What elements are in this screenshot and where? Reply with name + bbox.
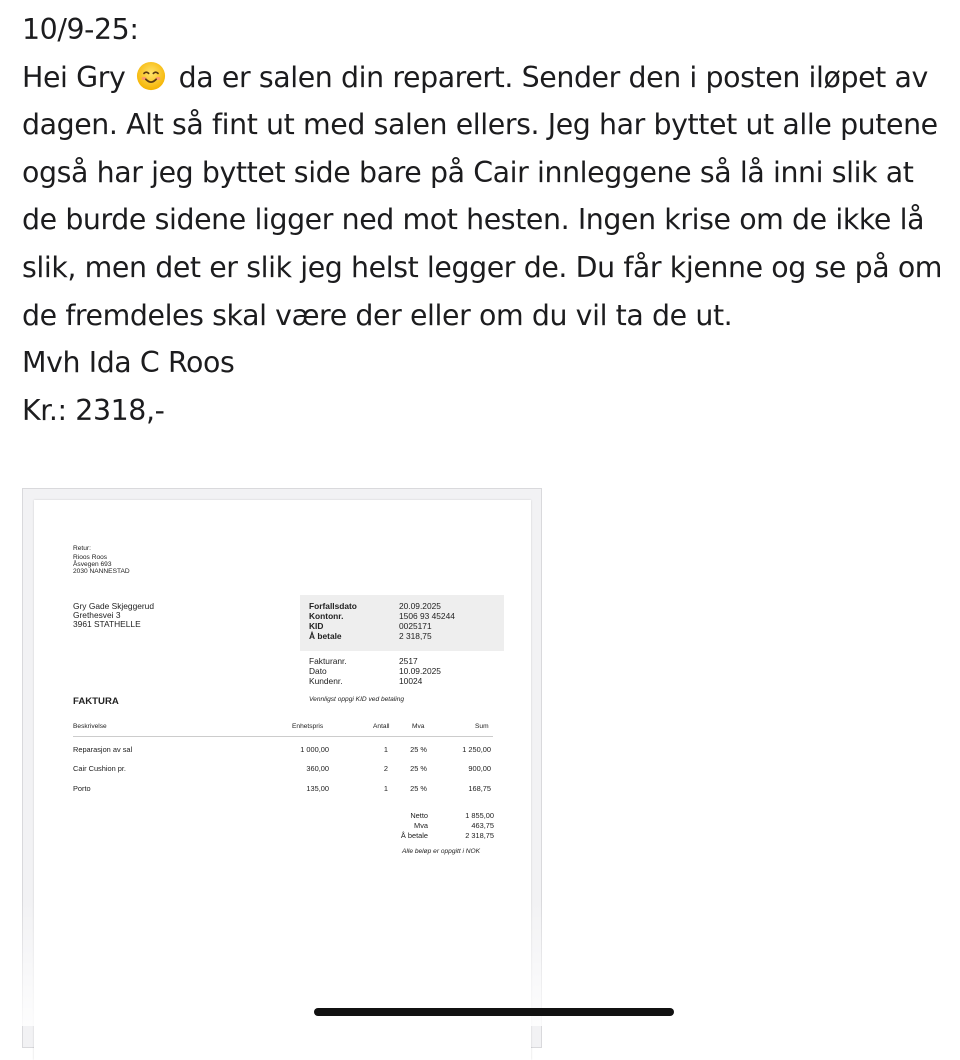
row-quantity: 1 — [383, 784, 388, 793]
row-unit-price: 1 000,00 — [300, 745, 329, 754]
invoice-number-label: Fakturanr. — [309, 656, 347, 666]
row-unit-price: 135,00 — [306, 784, 329, 793]
smiling-face-emoji-icon — [136, 61, 166, 91]
row-vat: 25 % — [410, 764, 427, 773]
col-quantity: Antall — [373, 723, 390, 730]
total-line — [364, 831, 494, 841]
net-line — [364, 811, 494, 821]
col-vat: Mva — [412, 723, 425, 730]
kid-value: 0025171 — [399, 621, 432, 631]
payment-info-box — [300, 595, 504, 651]
pay-label: Å betale — [309, 631, 342, 641]
total-value: 2 318,75 — [465, 831, 494, 840]
col-unit-price: Enhetspris — [292, 723, 324, 730]
row-description: Cair Cushion pr. — [73, 764, 126, 773]
row-vat: 25 % — [410, 745, 427, 754]
return-street: Åsvegen 693 — [73, 561, 112, 569]
col-sum: Sum — [475, 723, 489, 730]
note-greeting: Hei Gry — [22, 60, 126, 94]
due-date-value: 20.09.2025 — [399, 601, 441, 611]
vat-total-value: 463,75 — [471, 821, 494, 830]
net-value: 1 855,00 — [465, 811, 494, 820]
note-text[interactable] — [22, 6, 952, 434]
kid-instruction: Vennligst oppgi KID ved betaling — [309, 696, 405, 703]
recipient-address — [73, 602, 154, 630]
row-quantity: 1 — [383, 745, 388, 754]
note-body-text: da er salen din reparert. Sender den i posten iløpet av dagen. Alt så fint ut med salen ellers. Jeg har byttet ut alle putene også har jeg byttet side bare på Cair innleggene så lå inni slik at de burde sidene ligger ned mot hesten. Ingen krise om de ikke lå slik, men det er slik jeg helst legger de. Du får kjenne og se på om de fremdeles skal være der eller om du vil ta de ut. — [22, 60, 943, 332]
row-quantity: 2 — [383, 764, 388, 773]
invoice-page — [34, 500, 531, 1060]
vat-total-label: Mva — [414, 821, 428, 830]
row-sum: 900,00 — [468, 764, 491, 773]
invoice-attachment[interactable] — [22, 488, 542, 1048]
note-date: 10/9-25: — [22, 13, 139, 46]
account-label: Kontonr. — [309, 611, 344, 621]
table-row — [73, 745, 493, 757]
row-vat: 25 % — [410, 784, 427, 793]
home-indicator[interactable] — [314, 1008, 674, 1016]
row-sum: 168,75 — [468, 784, 491, 793]
customer-number-value: 10024 — [399, 676, 423, 686]
net-label: Netto — [410, 811, 428, 820]
note-body — [22, 54, 952, 340]
table-row — [73, 784, 493, 796]
return-address — [73, 554, 130, 576]
currency-note: Alle beløp er oppgitt i NOK — [402, 848, 481, 855]
invoice-number-value: 2517 — [399, 656, 418, 666]
invoice-title: FAKTURA — [73, 696, 119, 707]
recipient-city: 3961 STATHELLE — [73, 619, 141, 630]
col-description: Beskrivelse — [73, 723, 107, 730]
note-signature: Mvh Ida C Roos — [22, 346, 235, 380]
vat-line — [364, 821, 494, 831]
totals-block — [364, 811, 494, 841]
due-date-label: Forfallsdato — [309, 601, 357, 611]
customer-number-label: Kundenr. — [309, 676, 343, 686]
kid-label: KID — [309, 621, 324, 631]
invoice-meta — [309, 657, 509, 689]
invoice-date-value: 10.09.2025 — [399, 666, 441, 676]
pay-value: 2 318,75 — [399, 631, 432, 641]
row-description: Reparasjon av sal — [73, 745, 133, 754]
invoice-date-label: Dato — [309, 666, 327, 676]
table-row — [73, 764, 493, 776]
return-name: Rioos Roos — [73, 554, 108, 561]
account-value: 1506 93 45244 — [399, 611, 455, 621]
table-header — [73, 723, 493, 737]
row-unit-price: 360,00 — [306, 764, 329, 773]
return-label: Retur: — [73, 545, 91, 552]
total-label: Å betale — [400, 831, 428, 840]
recipient-street: Grethesvei 3 — [73, 610, 121, 621]
note-amount: Kr.: 2318,- — [22, 393, 165, 427]
row-sum: 1 250,00 — [462, 745, 491, 754]
recipient-name: Gry Gade Skjeggerud — [73, 601, 155, 611]
row-description: Porto — [73, 784, 91, 793]
return-city: 2030 NANNESTAD — [73, 568, 130, 576]
